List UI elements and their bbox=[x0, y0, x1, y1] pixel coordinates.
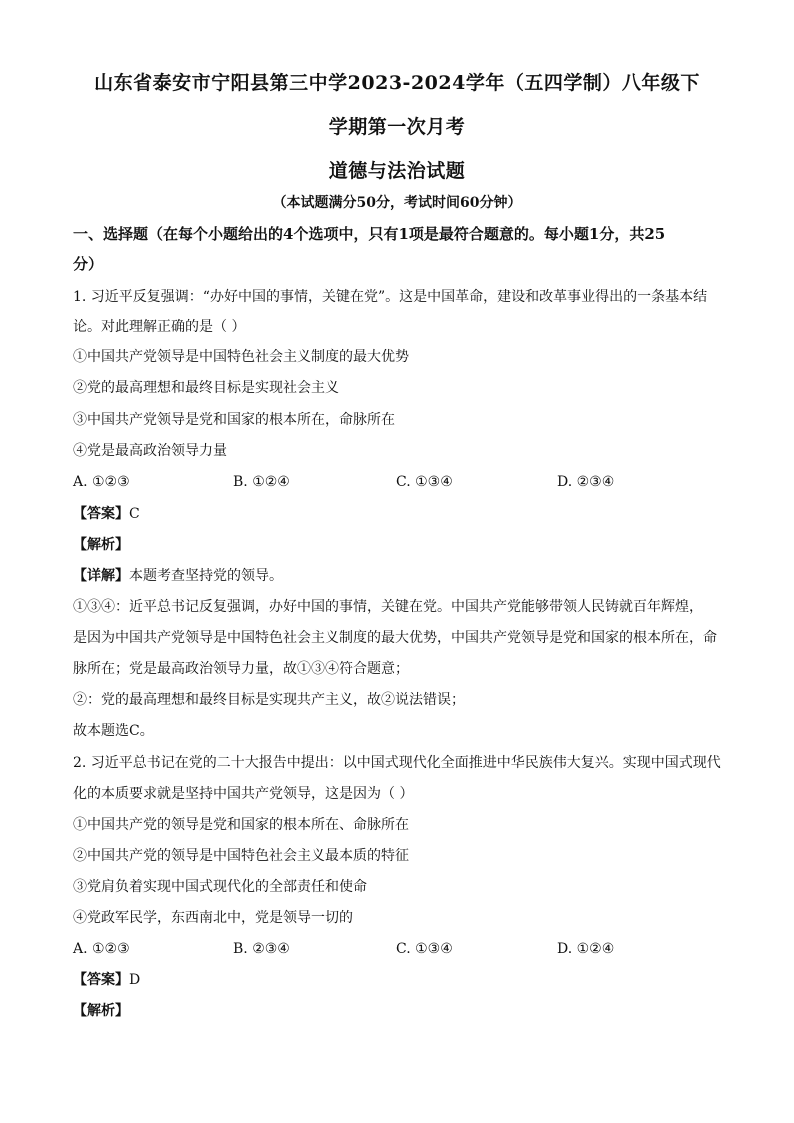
exam-title-line1: 山东省泰安市宁阳县第三中学2023-2024学年（五四学制）八年级下 bbox=[94, 72, 700, 94]
q1-stem-line2: 论。对此理解正确的是（ ） bbox=[73, 319, 246, 335]
q1-option-c: C. ①③④ bbox=[396, 474, 453, 490]
q2-item-1: ①中国共产党的领导是党和国家的根本所在、命脉所在 bbox=[73, 817, 409, 833]
q1-stem-line1: 1. 习近平反复强调：“办好中国的事情，关键在党”。这是中国革命，建设和改革事业得出的一条基本结 bbox=[73, 289, 708, 305]
exam-note: （本试题满分50分，考试时间60分钟） bbox=[272, 195, 522, 211]
exam-title-line2: 学期第一次月考 bbox=[328, 116, 466, 138]
q1-detail: 【详解】本题考查坚持党的领导。 bbox=[73, 568, 283, 584]
answer-value: C bbox=[129, 506, 140, 522]
q2-option-c: C. ①③④ bbox=[396, 941, 453, 957]
q1-conclusion: 故本题选C。 bbox=[73, 723, 154, 739]
answer-tag: 【答案】 bbox=[73, 506, 129, 522]
q2-answer bbox=[73, 970, 725, 990]
q2-stem-line1: 2. 习近平总书记在党的二十大报告中提出：以中国式现代化全面推进中华民族伟大复兴。实现中国式现代 bbox=[73, 755, 721, 771]
section-heading: 一、选择题（在每个小题给出的4个选项中，只有1项是最符合题意的。每小题1分，共25 分） bbox=[73, 225, 666, 273]
q1-detail-line4: ②：党的最高理想和最终目标是实现共产主义，故②说法错误； bbox=[73, 692, 465, 708]
q1-detail-line3: 脉所在；党是最高政治领导力量，故①③④符合题意； bbox=[73, 661, 409, 677]
q1-option-b: B. ①②④ bbox=[233, 474, 290, 490]
q1-detail-line1: ①③④：近平总书记反复强调，办好中国的事情，关键在党。中国共产党能够带领人民铸就百年辉煌， bbox=[73, 599, 703, 615]
q1-option-d: D. ②③④ bbox=[557, 474, 615, 490]
answer-tag: 【答案】 bbox=[73, 972, 129, 988]
q1-detail-line2: 是因为中国共产党领导是中国特色社会主义制度的最大优势，中国共产党领导是党和国家的根本所在，命 bbox=[73, 630, 717, 646]
q1-answer bbox=[73, 504, 725, 524]
q2-stem-line2: 化的本质要求就是坚持中国共产党领导，这是因为（ ） bbox=[73, 786, 414, 802]
q1-analysis-tag: 【解析】 bbox=[73, 537, 129, 553]
q2-item-3: ③党肩负着实现中国式现代化的全部责任和使命 bbox=[73, 879, 367, 895]
q1-item-3: ③中国共产党领导是党和国家的根本所在，命脉所在 bbox=[73, 412, 395, 428]
q2-option-b: B. ②③④ bbox=[233, 941, 290, 957]
q1-item-4: ④党是最高政治领导力量 bbox=[73, 443, 227, 459]
q1-option-a: A. ①②③ bbox=[73, 474, 130, 490]
q2-analysis-tag: 【解析】 bbox=[73, 1003, 129, 1019]
answer-value: D bbox=[129, 972, 141, 988]
q1-item-1: ①中国共产党领导是中国特色社会主义制度的最大优势 bbox=[73, 349, 409, 365]
q2-item-2: ②中国共产党的领导是中国特色社会主义最本质的特征 bbox=[73, 848, 409, 864]
q1-item-2: ②党的最高理想和最终目标是实现社会主义 bbox=[73, 380, 339, 396]
q2-option-d: D. ①②④ bbox=[557, 941, 615, 957]
q2-option-a: A. ①②③ bbox=[73, 941, 130, 957]
q2-item-4: ④党政军民学，东西南北中，党是领导一切的 bbox=[73, 910, 353, 926]
detail-tag: 【详解】 bbox=[73, 568, 129, 584]
exam-subject: 道德与法治试题 bbox=[328, 160, 466, 182]
